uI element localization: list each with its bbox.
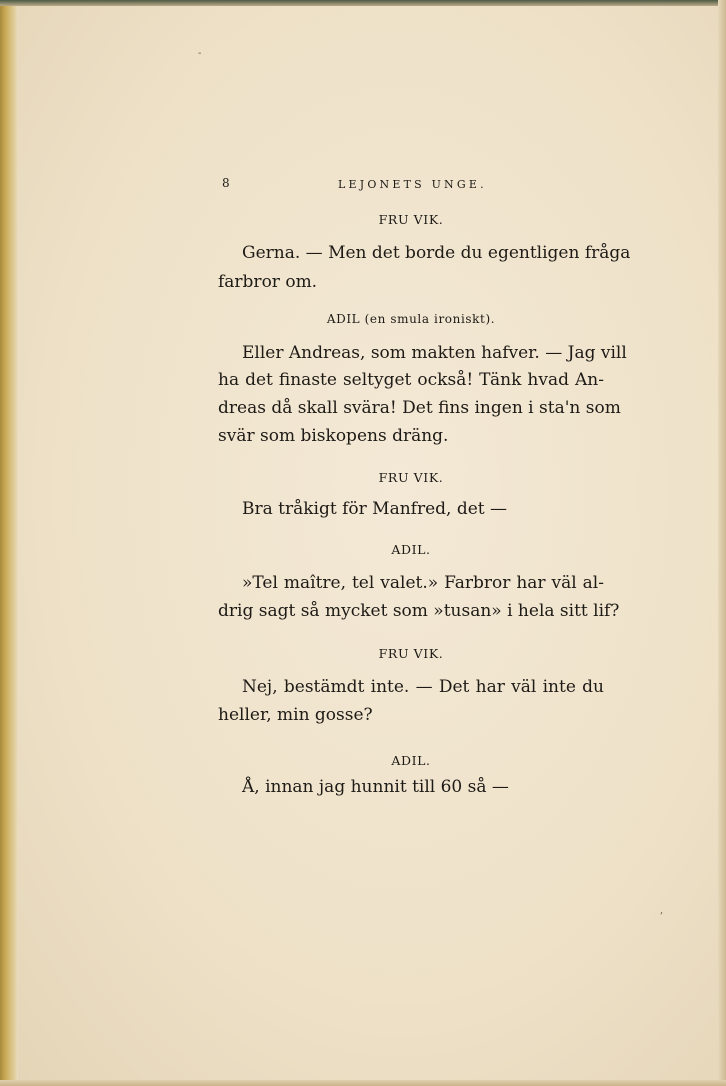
- dialogue-line: Gerna. — Men det borde du egentligen fråga: [242, 243, 631, 263]
- dialogue-line: Nej, bestämdt inte. — Det har väl inte du: [242, 677, 604, 697]
- dialogue-line: dreas då skall svära! Det fins ingen i sta'n som: [218, 398, 621, 418]
- stray-mark: -: [198, 48, 202, 59]
- speaker-label: ADIL.: [391, 542, 431, 557]
- page-top-edge: [0, 0, 726, 6]
- speaker-label: FRU VIK.: [378, 646, 444, 661]
- dialogue-line: Å, innan jag hunnit till 60 så —: [242, 777, 509, 797]
- page-number: 8: [222, 176, 230, 190]
- speaker-label: FRU VIK.: [378, 212, 444, 227]
- page-right-edge: [718, 0, 726, 1086]
- dialogue-line: ha det finaste seltyget också! Tänk hvad An-: [218, 370, 604, 390]
- dialogue-line: heller, min gosse?: [218, 705, 373, 725]
- stray-mark: ,: [660, 905, 664, 916]
- speaker-label: ADIL.: [391, 753, 431, 768]
- page-bottom-edge: [0, 1080, 726, 1086]
- running-title: LEJONETS UNGE.: [338, 178, 487, 191]
- dialogue-line: Eller Andreas, som makten hafver. — Jag vill: [242, 343, 627, 363]
- dialogue-line: »Tel maître, tel valet.» Farbror har väl al-: [242, 573, 604, 593]
- dialogue-line: farbror om.: [218, 272, 318, 292]
- dialogue-line: Bra tråkigt för Manfred, det —: [242, 499, 508, 519]
- speaker-label: ADIL (en smula ironiskt).: [326, 312, 496, 326]
- dialogue-line: svär som biskopens dräng.: [218, 426, 449, 446]
- dialogue-line: drig sagt så mycket som »tusan» i hela sitt lif?: [218, 601, 620, 621]
- speaker-label: FRU VIK.: [378, 470, 444, 485]
- running-header: [218, 176, 604, 196]
- page-spine-edge: [0, 0, 18, 1086]
